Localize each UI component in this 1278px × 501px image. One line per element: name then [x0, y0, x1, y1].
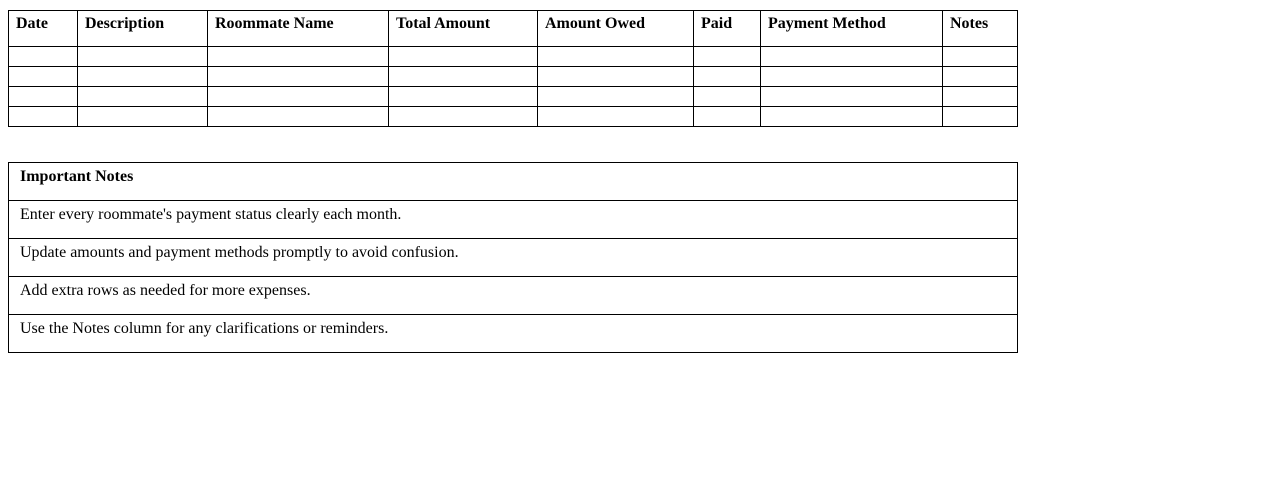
expense-cell-roommate-name[interactable] — [208, 107, 389, 127]
expense-cell-date[interactable] — [9, 47, 78, 67]
column-header-amount-owed: Amount Owed — [538, 11, 694, 47]
expense-cell-amount-owed[interactable] — [538, 67, 694, 87]
note-item: Add extra rows as needed for more expenses. — [9, 277, 1018, 315]
note-row — [9, 201, 1018, 239]
notes-title: Important Notes — [9, 163, 1018, 201]
expense-cell-notes[interactable] — [943, 107, 1018, 127]
note-row — [9, 315, 1018, 353]
expense-cell-description[interactable] — [78, 107, 208, 127]
expense-cell-description[interactable] — [78, 67, 208, 87]
expense-cell-paid[interactable] — [694, 87, 761, 107]
notes-title-row — [9, 163, 1018, 201]
expense-cell-amount-owed[interactable] — [538, 107, 694, 127]
expense-cell-total-amount[interactable] — [389, 47, 538, 67]
expense-cell-payment-method[interactable] — [761, 87, 943, 107]
expense-cell-amount-owed[interactable] — [538, 47, 694, 67]
expense-cell-notes[interactable] — [943, 87, 1018, 107]
note-item: Update amounts and payment methods promptly to avoid confusion. — [9, 239, 1018, 277]
expense-cell-paid[interactable] — [694, 107, 761, 127]
expense-cell-total-amount[interactable] — [389, 107, 538, 127]
expense-cell-notes[interactable] — [943, 67, 1018, 87]
column-header-payment-method: Payment Method — [761, 11, 943, 47]
expense-cell-paid[interactable] — [694, 47, 761, 67]
expense-cell-notes[interactable] — [943, 47, 1018, 67]
expense-cell-payment-method[interactable] — [761, 47, 943, 67]
notes-table — [8, 162, 1018, 353]
expense-cell-payment-method[interactable] — [761, 67, 943, 87]
expense-row — [9, 47, 1018, 67]
note-row — [9, 239, 1018, 277]
expense-cell-total-amount[interactable] — [389, 67, 538, 87]
column-header-total-amount: Total Amount — [389, 11, 538, 47]
expense-cell-description[interactable] — [78, 47, 208, 67]
column-header-date: Date — [9, 11, 78, 47]
column-header-roommate-name: Roommate Name — [208, 11, 389, 47]
expense-cell-roommate-name[interactable] — [208, 87, 389, 107]
expense-cell-paid[interactable] — [694, 67, 761, 87]
note-item: Enter every roommate's payment status clearly each month. — [9, 201, 1018, 239]
expense-cell-description[interactable] — [78, 87, 208, 107]
expense-cell-payment-method[interactable] — [761, 107, 943, 127]
expense-row — [9, 107, 1018, 127]
expense-cell-date[interactable] — [9, 87, 78, 107]
expense-header-row — [9, 11, 1018, 47]
note-item: Use the Notes column for any clarifications or reminders. — [9, 315, 1018, 353]
expense-cell-amount-owed[interactable] — [538, 87, 694, 107]
expense-cell-total-amount[interactable] — [389, 87, 538, 107]
expense-row — [9, 67, 1018, 87]
expense-cell-roommate-name[interactable] — [208, 67, 389, 87]
expense-cell-date[interactable] — [9, 107, 78, 127]
column-header-notes: Notes — [943, 11, 1018, 47]
note-row — [9, 277, 1018, 315]
expense-cell-date[interactable] — [9, 67, 78, 87]
column-header-paid: Paid — [694, 11, 761, 47]
expense-cell-roommate-name[interactable] — [208, 47, 389, 67]
expense-table — [8, 10, 1018, 127]
expense-row — [9, 87, 1018, 107]
column-header-description: Description — [78, 11, 208, 47]
